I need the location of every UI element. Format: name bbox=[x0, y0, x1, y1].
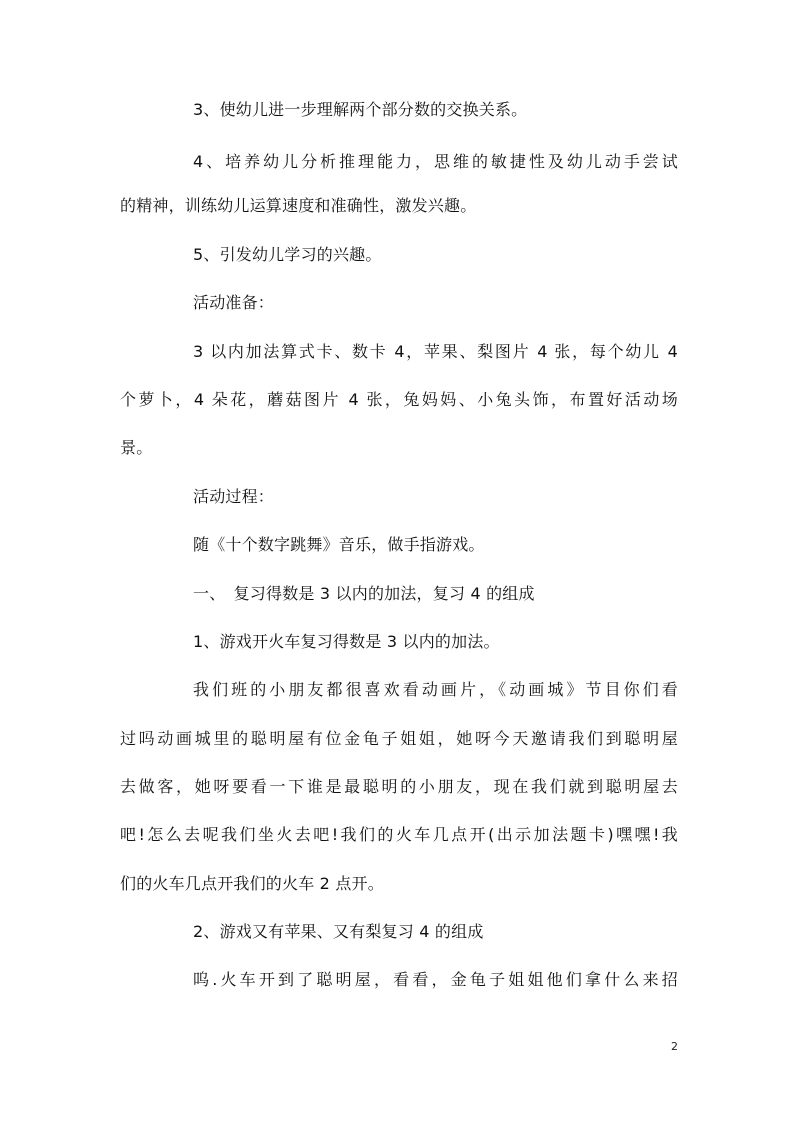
text-line: 景。 bbox=[120, 438, 153, 457]
text-line: 随《十个数字跳舞》音乐，做手指游戏。 bbox=[193, 535, 485, 554]
text-line: 呜.火车开到了聪明屋，看看，金龟子姐姐他们拿什么来招 bbox=[193, 970, 678, 989]
text-line: 3 以内加法算式卡、数卡 4，苹果、梨图片 4 张，每个幼儿 4 bbox=[193, 342, 678, 361]
text-line: 1、游戏开火车复习得数是 3 以内的加法。 bbox=[193, 632, 500, 651]
text-line: 个萝卜，4 朵花，蘑菇图片 4 张，兔妈妈、小兔头饰，布置好活动场 bbox=[120, 390, 678, 409]
text-line: 吧!怎么去呢我们坐火去吧!我们的火车几点开(出示加法题卡)嘿嘿!我 bbox=[120, 825, 678, 844]
text-line: 一、 复习得数是 3 以内的加法，复习 4 的组成 bbox=[193, 584, 535, 603]
text-line: 我们班的小朋友都很喜欢看动画片，《动画城》节目你们看 bbox=[193, 680, 678, 699]
page-number: 2 bbox=[671, 1040, 678, 1053]
text-line: 过吗动画城里的聪明屋有位金龟子姐姐，她呀今天邀请我们到聪明屋 bbox=[120, 729, 678, 748]
text-line: 3、使幼儿进一步理解两个部分数的交换关系。 bbox=[193, 100, 528, 119]
section-heading: 活动过程： bbox=[193, 487, 275, 506]
text-line: 去做客，她呀要看一下谁是最聪明的小朋友，现在我们就到聪明屋去 bbox=[120, 777, 678, 796]
text-line: 2、游戏又有苹果、又有梨复习 4 的组成 bbox=[193, 922, 484, 941]
text-line: 5、引发幼儿学习的兴趣。 bbox=[193, 245, 382, 264]
text-line: 的精神，训练幼儿运算速度和准确性，激发兴趣。 bbox=[120, 196, 477, 215]
text-line: 们的火车几点开我们的火车 2 点开。 bbox=[120, 874, 384, 893]
section-heading: 活动准备： bbox=[193, 293, 275, 312]
text-line: 4、培养幼儿分析推理能力，思维的敏捷性及幼儿动手尝试 bbox=[193, 152, 678, 171]
